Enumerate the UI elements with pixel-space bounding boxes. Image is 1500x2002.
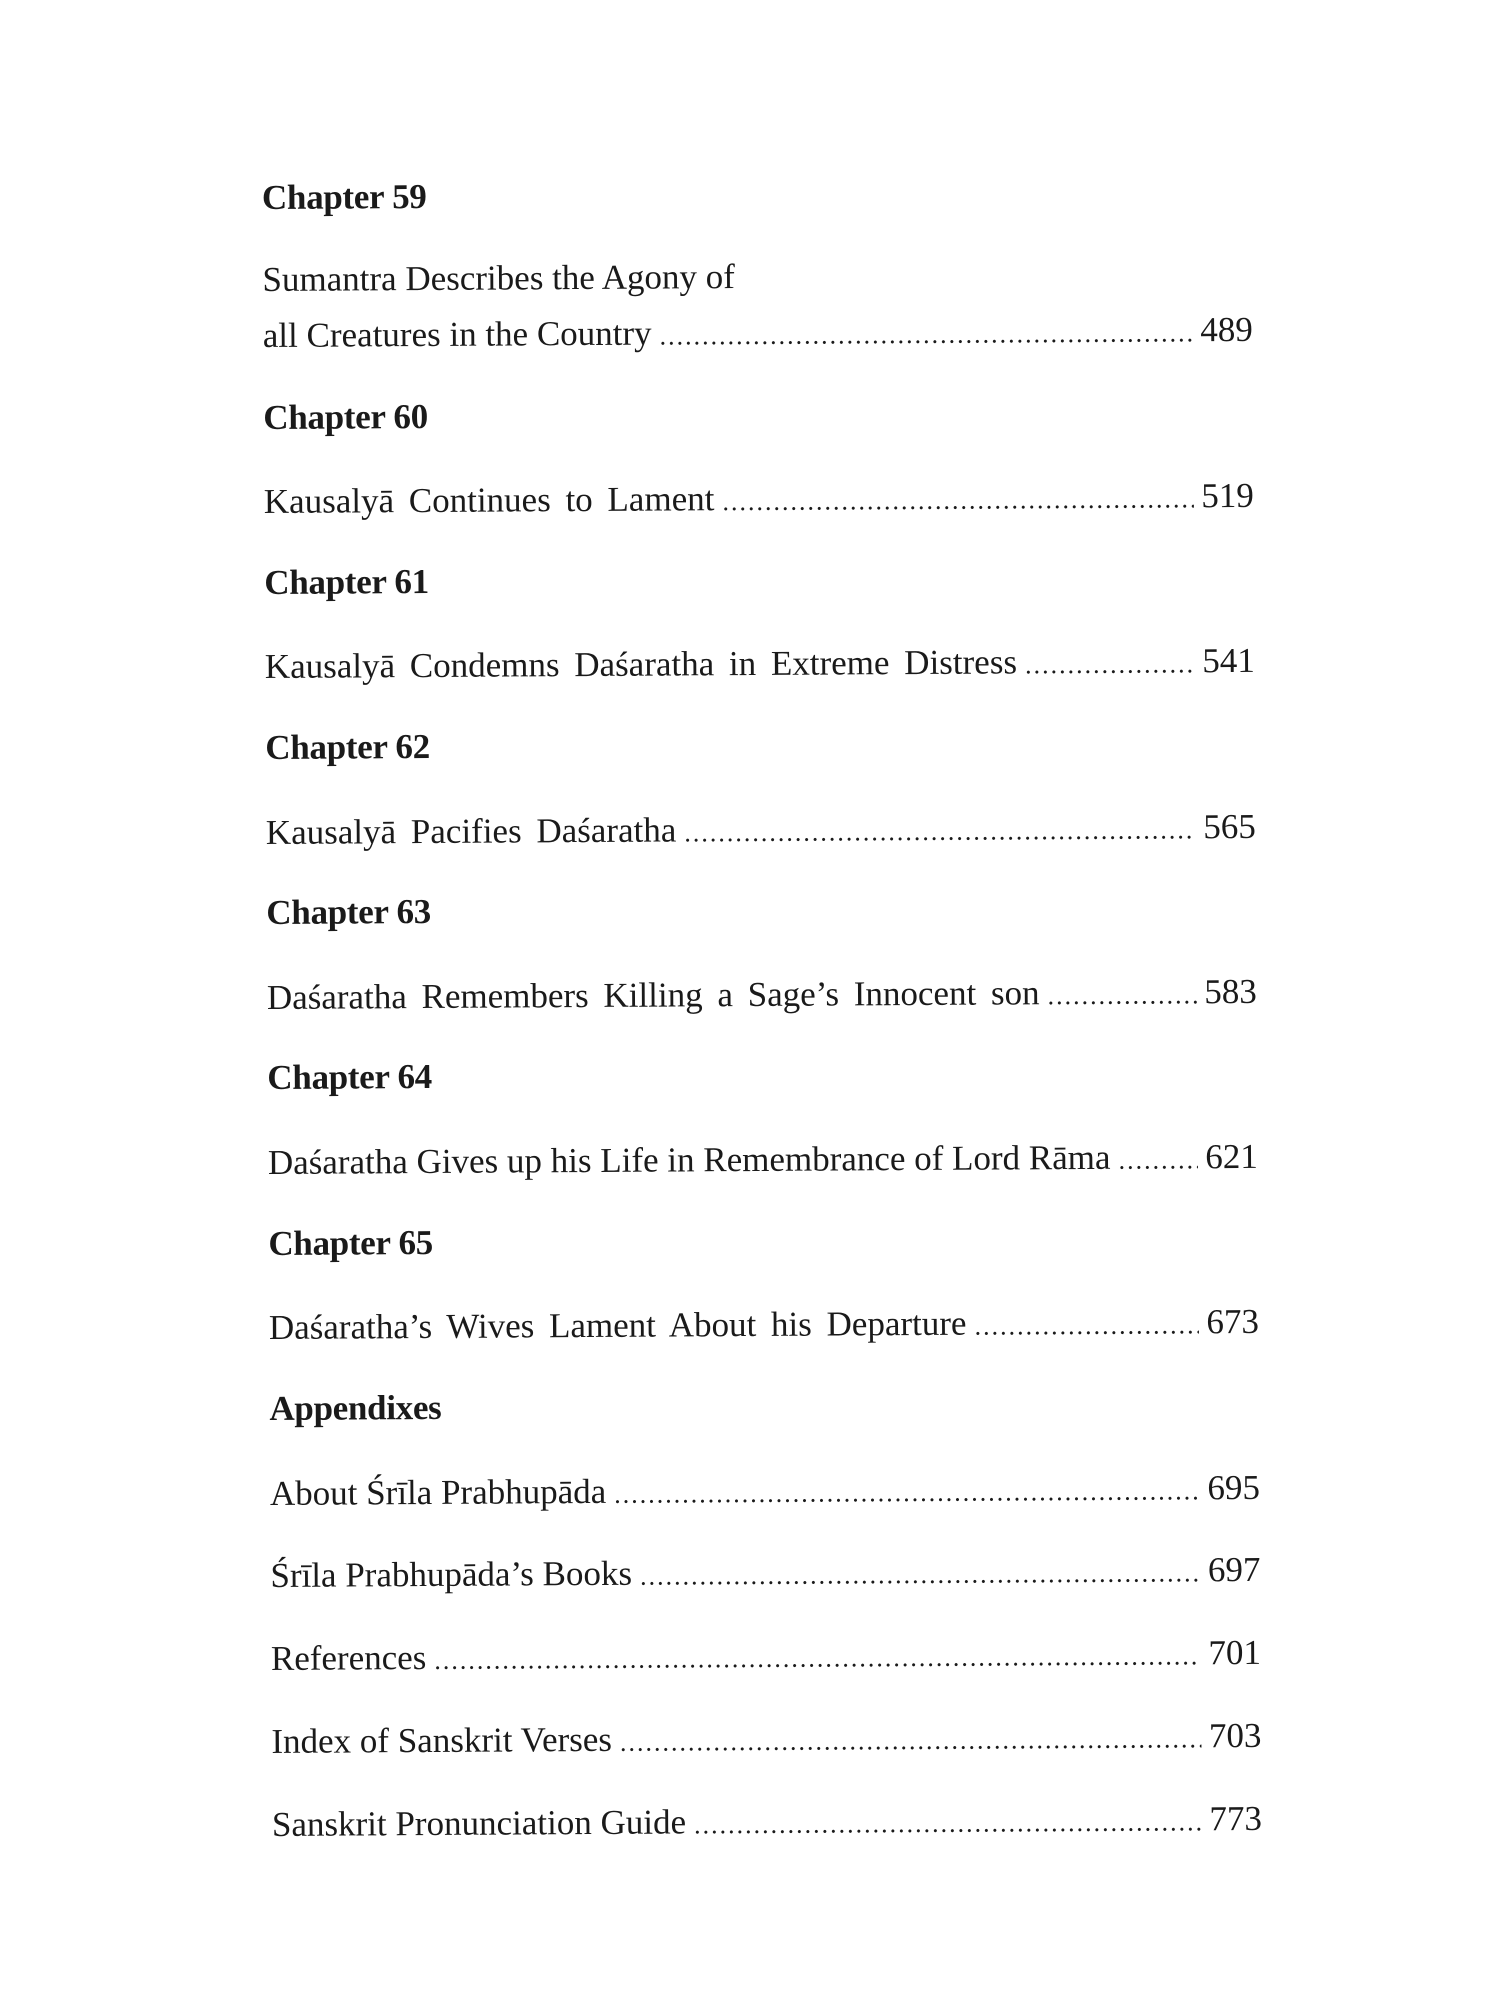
entry-title: References [270,1638,427,1678]
dot-leader [1047,967,1196,1024]
chapter-59-heading: Chapter 59 [261,176,427,217]
dot-leader [694,1794,1202,1853]
dot-leader [684,802,1195,861]
dot-leader [614,1463,1200,1523]
chapter-61-entry[interactable] [265,633,1255,698]
dot-leader [722,471,1193,530]
chapter-62-entry[interactable] [266,799,1256,864]
entry-title: About Śrīla Prabhupāda [269,1471,607,1513]
appendix-entry-about-prabhupada[interactable] [270,1460,1260,1525]
appendix-entry-index-sanskrit-verses[interactable] [271,1708,1261,1773]
entry-title: Daśaratha’s Wives Lament About his Departure [268,1303,967,1347]
entry-title: Daśaratha Gives up his Life in Remembrance of Lord Rāma [267,1137,1111,1182]
page-number: 697 [1207,1549,1261,1590]
dot-leader [434,1628,1200,1689]
chapter-60-heading: Chapter 60 [263,396,429,437]
page-number: 703 [1208,1715,1262,1756]
page-number: 773 [1209,1798,1263,1839]
entry-title: Śrīla Prabhupāda’s Books [270,1553,633,1595]
chapter-65-entry[interactable] [269,1294,1259,1359]
page-number: 583 [1204,971,1257,1012]
page-number: 673 [1206,1301,1259,1342]
appendix-entry-prabhupada-books[interactable] [270,1542,1260,1607]
entry-title: Sanskrit Pronunciation Guide [271,1802,687,1844]
chapter-65-heading: Chapter 65 [268,1222,434,1263]
dot-leader [974,1297,1198,1354]
chapter-63-heading: Chapter 63 [266,891,432,932]
page-number: 621 [1205,1136,1258,1177]
chapter-64-heading: Chapter 64 [267,1056,433,1097]
entry-title: Kausalyā Pacifies Daśaratha [265,810,677,852]
appendix-entry-pronunciation-guide[interactable] [272,1791,1262,1856]
entry-title-line-2: all Creatures in the Country [262,313,652,355]
dot-leader [1118,1132,1197,1188]
dot-leader [620,1711,1201,1771]
dot-leader [1025,636,1195,693]
dot-leader [659,305,1192,364]
appendixes-heading: Appendixes [269,1387,442,1428]
page-number: 701 [1208,1632,1262,1673]
chapter-64-entry[interactable] [268,1129,1258,1194]
entry-title: Daśaratha Remembers Killing a Sage’s Innocent son [266,973,1040,1017]
page-number: 489 [1200,309,1253,350]
page-number: 541 [1202,640,1255,681]
chapter-59-entry[interactable] [262,246,1253,367]
appendix-entry-references[interactable] [271,1625,1261,1690]
chapter-62-heading: Chapter 62 [265,726,431,767]
chapter-63-entry[interactable] [267,964,1257,1029]
entry-title: Index of Sanskrit Verses [271,1719,613,1761]
chapter-60-entry[interactable] [264,468,1254,533]
dot-leader [640,1545,1200,1604]
chapter-61-heading: Chapter 61 [264,561,430,602]
page-number: 695 [1207,1467,1261,1508]
page-number: 519 [1201,475,1254,516]
page-number: 565 [1203,806,1256,847]
entry-title: Kausalyā Continues to Lament [263,479,715,521]
entry-title: Kausalyā Condemns Daśaratha in Extreme Distress [264,642,1018,686]
entry-title-line-1: Sumantra Describes the Agony of [262,257,736,299]
